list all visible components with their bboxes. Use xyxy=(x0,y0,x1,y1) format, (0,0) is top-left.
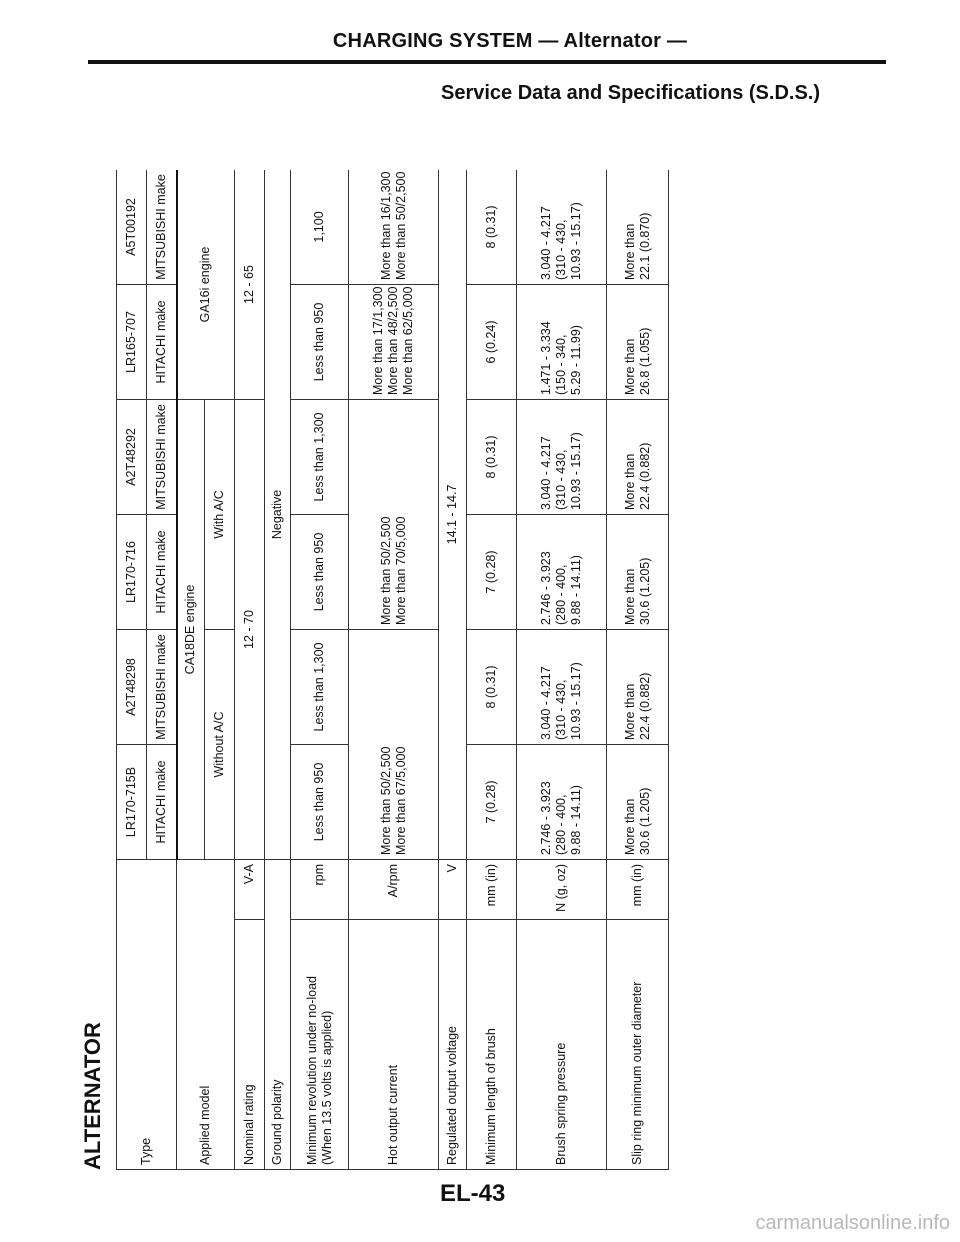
row-slip-ring xyxy=(607,170,669,1170)
with-ac-cell: With A/C xyxy=(205,399,235,629)
brush-pressure-line: 1.471 - 3.334 xyxy=(539,321,553,395)
rotated-table-container xyxy=(80,170,900,1170)
page-header: CHARGING SYSTEM — Alternator — xyxy=(332,30,688,52)
applied-model-label: Applied model xyxy=(177,859,235,1169)
brush-pressure-line: (310 - 430, xyxy=(554,219,568,280)
brush-length-label: Minimum length of brush xyxy=(467,920,517,1170)
slip-ring-line: 22.4 (0.882) xyxy=(637,442,652,510)
brush-pressure-line: 9.88 - 14.11) xyxy=(569,555,583,625)
ground-polarity-cell: Negative xyxy=(265,170,291,859)
brush-length-cell: 7 (0.28) xyxy=(467,744,517,859)
brush-length-cell: 8 (0.31) xyxy=(467,629,517,744)
min-revolution-cell: 1,100 xyxy=(291,170,349,284)
slip-ring-line: More than xyxy=(622,453,637,510)
brush-length-cell: 6 (0.24) xyxy=(467,284,517,399)
brush-pressure-line: 3.040 - 4.217 xyxy=(539,666,553,740)
brush-pressure-unit: N (g, oz) xyxy=(517,859,607,919)
min-revolution-cell: Less than 950 xyxy=(291,744,349,859)
slip-ring-line: More than xyxy=(622,223,637,280)
type-cell: A2T48298 xyxy=(117,629,147,744)
make-cell: MITSUBISHI make xyxy=(147,629,177,744)
hot-output-line: More than 50/2,500 xyxy=(378,516,393,625)
slip-ring-line: 30.6 (1.205) xyxy=(637,787,652,855)
slip-ring-line: More than xyxy=(622,798,637,855)
make-cell: HITACHI make xyxy=(147,284,177,399)
row-regulated-voltage xyxy=(439,170,467,1170)
slip-ring-cell xyxy=(607,629,669,744)
ga16i-engine-cell: GA16i engine xyxy=(177,170,235,399)
page-number: EL-43 xyxy=(440,1180,506,1207)
brush-pressure-cell xyxy=(517,284,607,399)
hot-output-line: More than 17/1,300 xyxy=(371,286,385,395)
min-revolution-unit: rpm xyxy=(291,859,349,919)
regulated-voltage-label: Regulated output voltage xyxy=(439,920,467,1170)
brush-pressure-line: (280 - 400, xyxy=(554,794,568,855)
type-cell: A2T48292 xyxy=(117,399,147,514)
brush-pressure-line: (310 - 430, xyxy=(554,449,568,510)
row-type xyxy=(117,170,147,1170)
brush-pressure-line: 10.93 - 15.17) xyxy=(569,432,583,510)
min-revolution-cell: Less than 1,300 xyxy=(291,399,349,514)
brush-length-cell: 8 (0.31) xyxy=(467,399,517,514)
ground-polarity-label: Ground polarity xyxy=(265,859,291,1169)
nominal-rating-label: Nominal rating xyxy=(235,920,265,1170)
brush-pressure-line: 3.040 - 4.217 xyxy=(539,436,553,510)
brush-pressure-line: 3.040 - 4.217 xyxy=(539,206,553,280)
brush-pressure-cell xyxy=(517,744,607,859)
row-min-revolution xyxy=(291,170,349,1170)
ca18de-engine-cell: CA18DE engine xyxy=(177,399,205,859)
make-cell: HITACHI make xyxy=(147,744,177,859)
hot-output-line: More than 70/5,000 xyxy=(393,516,408,625)
nominal-rating-unit: V-A xyxy=(235,859,265,919)
brush-pressure-line: 2.746 - 3.923 xyxy=(539,781,553,855)
type-cell: LR170-715B xyxy=(117,744,147,859)
slip-ring-label: Slip ring minimum outer diameter xyxy=(607,920,669,1170)
watermark: carmanualsonline.info xyxy=(755,1212,950,1234)
hot-output-unit: A/rpm xyxy=(349,859,439,919)
brush-pressure-line: (310 - 430, xyxy=(554,679,568,740)
brush-length-unit: mm (in) xyxy=(467,859,517,919)
brush-length-cell: 7 (0.28) xyxy=(467,514,517,629)
hot-output-cell xyxy=(349,284,439,399)
slip-ring-cell xyxy=(607,170,669,284)
brush-pressure-line: 9.88 - 14.11) xyxy=(569,785,583,855)
hot-output-cell xyxy=(349,170,439,284)
min-revolution-cell: Less than 1,300 xyxy=(291,629,349,744)
brush-pressure-cell xyxy=(517,170,607,284)
slip-ring-line: 30.6 (1.205) xyxy=(637,557,652,625)
min-revolution-label xyxy=(291,920,349,1170)
regulated-voltage-cell: 14.1 - 14.7 xyxy=(439,170,467,859)
type-cell: A5T00192 xyxy=(117,170,147,284)
nominal-rating-cell: 12 - 65 xyxy=(235,170,265,399)
min-revolution-cell: Less than 950 xyxy=(291,284,349,399)
hot-output-cell xyxy=(349,399,439,629)
brush-pressure-line: 5.29 - 11.99) xyxy=(569,325,583,395)
min-revolution-label-line: Minimum revolution under no-load xyxy=(304,976,319,1165)
brush-pressure-cell xyxy=(517,629,607,744)
brush-length-cell: 8 (0.31) xyxy=(467,170,517,284)
hot-output-line: More than 50/2,500 xyxy=(378,746,393,855)
brush-pressure-cell xyxy=(517,514,607,629)
nominal-rating-cell: 12 - 70 xyxy=(235,399,265,859)
row-nominal-rating xyxy=(235,170,265,1170)
hot-output-cell xyxy=(349,629,439,859)
make-cell: HITACHI make xyxy=(147,514,177,629)
slip-ring-line: More than xyxy=(622,568,637,625)
regulated-voltage-unit: V xyxy=(439,859,467,919)
slip-ring-cell xyxy=(607,514,669,629)
header-rule xyxy=(88,60,886,64)
hot-output-label: Hot output current xyxy=(349,920,439,1170)
row-brush-pressure xyxy=(517,170,607,1170)
slip-ring-line: 22.4 (0.882) xyxy=(637,672,652,740)
type-label: Type xyxy=(117,859,177,1169)
slip-ring-line: More than xyxy=(622,338,637,395)
row-hot-output xyxy=(349,170,439,1170)
row-applied-model xyxy=(177,170,205,1170)
slip-ring-unit: mm (in) xyxy=(607,859,669,919)
brush-pressure-line: (150 - 340, xyxy=(554,334,568,395)
make-cell: MITSUBISHI make xyxy=(147,170,177,284)
slip-ring-cell xyxy=(607,744,669,859)
without-ac-cell: Without A/C xyxy=(205,629,235,859)
row-brush-length xyxy=(467,170,517,1170)
make-cell: MITSUBISHI make xyxy=(147,399,177,514)
brush-pressure-line: (280 - 400, xyxy=(554,564,568,625)
alternator-spec-table xyxy=(116,170,669,1170)
slip-ring-cell xyxy=(607,399,669,514)
slip-ring-line: More than xyxy=(622,683,637,740)
brush-pressure-line: 2.746 - 3.923 xyxy=(539,551,553,625)
hot-output-line: More than 67/5,000 xyxy=(393,746,408,855)
min-revolution-cell: Less than 950 xyxy=(291,514,349,629)
section-title: Service Data and Specifications (S.D.S.) xyxy=(440,82,820,104)
hot-output-line: More than 48/2,500 xyxy=(386,286,400,395)
section-label: ALTERNATOR xyxy=(80,1022,105,1170)
slip-ring-line: 26.8 (1.055) xyxy=(637,327,652,395)
type-cell: LR170-716 xyxy=(117,514,147,629)
slip-ring-cell xyxy=(607,284,669,399)
hot-output-line: More than 50/2,500 xyxy=(393,171,408,280)
brush-pressure-label: Brush spring pressure xyxy=(517,920,607,1170)
rotated-table-content xyxy=(80,170,900,1170)
brush-pressure-cell xyxy=(517,399,607,514)
slip-ring-line: 22.1 (0.870) xyxy=(637,212,652,280)
type-cell: LR165-707 xyxy=(117,284,147,399)
brush-pressure-line: 10.93 - 15.17) xyxy=(569,202,583,280)
min-revolution-label-line: (When 13.5 volts is applied) xyxy=(319,1010,334,1165)
hot-output-line: More than 16/1,300 xyxy=(378,171,393,280)
brush-pressure-line: 10.93 - 15.17) xyxy=(569,662,583,740)
hot-output-line: More than 62/5,000 xyxy=(401,286,415,395)
row-ground-polarity xyxy=(265,170,291,1170)
